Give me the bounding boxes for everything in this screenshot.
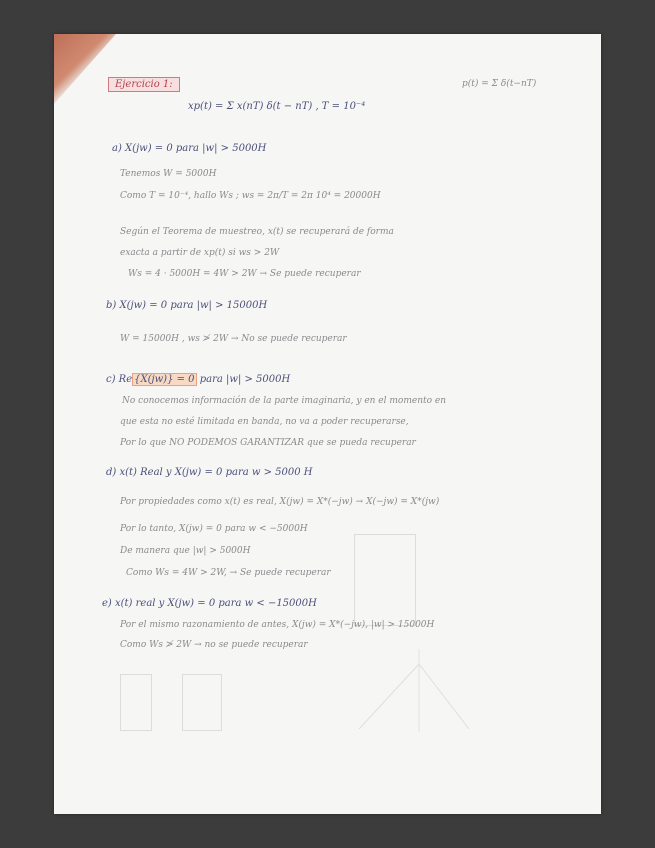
section-a-line-4: exacta a partir de xp(t) si ws > 2W	[120, 248, 280, 258]
section-b-header: b) X(jw) = 0 para |w| > 15000H	[106, 300, 268, 311]
section-d-line-3: De manera que |w| > 5000H	[120, 546, 251, 556]
section-c-header	[106, 375, 290, 385]
section-c-highlight: {X(jw)} = 0	[134, 374, 195, 385]
folded-corner	[54, 34, 116, 104]
section-c-line-3: Por lo que NO PODEMOS GARANTIZAR que se pueda recuperar	[120, 438, 416, 448]
section-b-line-1: W = 15000H , ws ≯ 2W → No se puede recuperar	[120, 334, 347, 344]
section-a-line-5: Ws = 4 · 5000H = 4W > 2W → Se puede recuperar	[128, 269, 361, 279]
section-e-header: e) x(t) real y X(jw) = 0 para w < −15000H	[102, 598, 317, 609]
section-a-line-2: Como T = 10⁻⁴, hallo Ws ; ws = 2π/T = 2π 10⁴ = 20000H	[120, 191, 381, 201]
section-c-line-1: No conocemos información de la parte imaginaria, y en el momento en	[122, 396, 447, 406]
section-c-header-end: para |w| > 5000H	[196, 374, 291, 385]
exercise-title: Ejercicio 1:	[108, 77, 180, 92]
section-d-line-2: Por lo tanto, X(jw) = 0 para w < −5000H	[120, 524, 308, 534]
section-a-header: a) X(jw) = 0 para |w| > 5000H	[112, 143, 267, 154]
section-a-line-1: Tenemos W = 5000H	[120, 169, 217, 179]
bleed-through-box-mid	[354, 534, 416, 626]
sampling-formula: xp(t) = Σ x(nT) δ(t − nT) , T = 10⁻⁴	[188, 101, 366, 112]
section-d-line-4: Como Ws = 4W > 2W, → Se puede recuperar	[126, 568, 331, 578]
section-e-line-2: Como Ws ≯ 2W → no se puede recuperar	[120, 640, 308, 650]
section-d-header: d) x(t) Real y X(jw) = 0 para w > 5000 H	[106, 467, 313, 478]
section-a-line-3: Según el Teorema de muestreo, x(t) se recuperará de forma	[120, 227, 394, 237]
section-d-line-1: Por propiedades como x(t) es real, X(jw) = X*(−jw) → X(−jw) = X*(jw)	[120, 497, 440, 507]
section-c-line-2: que esta no esté limitada en banda, no va a poder recuperarse,	[120, 417, 409, 427]
section-c-header-start: c) Re	[106, 374, 133, 385]
bleed-through-triangle	[354, 644, 474, 734]
bleed-through-box-right	[182, 674, 222, 731]
scanned-page	[54, 34, 601, 814]
top-right-note: p(t) = Σ δ(t−nT)	[462, 79, 537, 89]
section-e-line-1: Por el mismo razonamiento de antes, X(jw) = X*(−jw), |w| > 15000H	[120, 620, 435, 630]
bleed-through-box-left	[120, 674, 152, 731]
